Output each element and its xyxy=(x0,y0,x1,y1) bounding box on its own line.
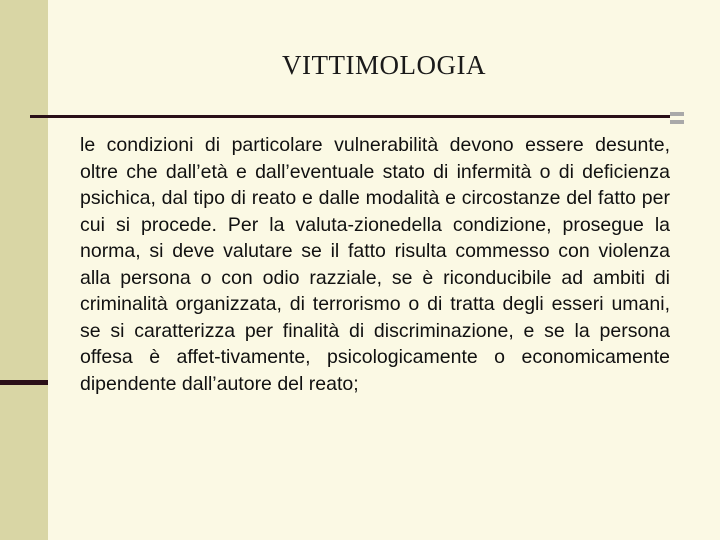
slide-title: VITTIMOLOGIA xyxy=(282,50,486,80)
title-divider-accent-top xyxy=(670,112,684,116)
title-divider xyxy=(30,115,670,118)
side-accent-bar xyxy=(0,380,48,385)
slide-body-text: le condizioni di particolare vulnerabilità devono essere desunte, oltre che dall’età e dall’eventuale stato di infermità o di deficienza psichica, dal tipo di reato e dalle modalità e circostanze del fatto per cui si procede. Per la valuta-zionedella condizione, prosegue la norma, si deve valutare se il fatto risulta commesso con violenza alla persona o con odio razziale, se è riconducibile ad ambiti di criminalità organizzata, di terrorismo o di tratta degli esseri umani, se si caratterizza per finalità di discriminazione, e se la persona offesa è affet-tivamente, psicologicamente o economicamente dipendente dall’autore del reato; xyxy=(80,134,670,395)
side-band xyxy=(0,0,48,540)
title-divider-accent-bottom xyxy=(670,120,684,124)
